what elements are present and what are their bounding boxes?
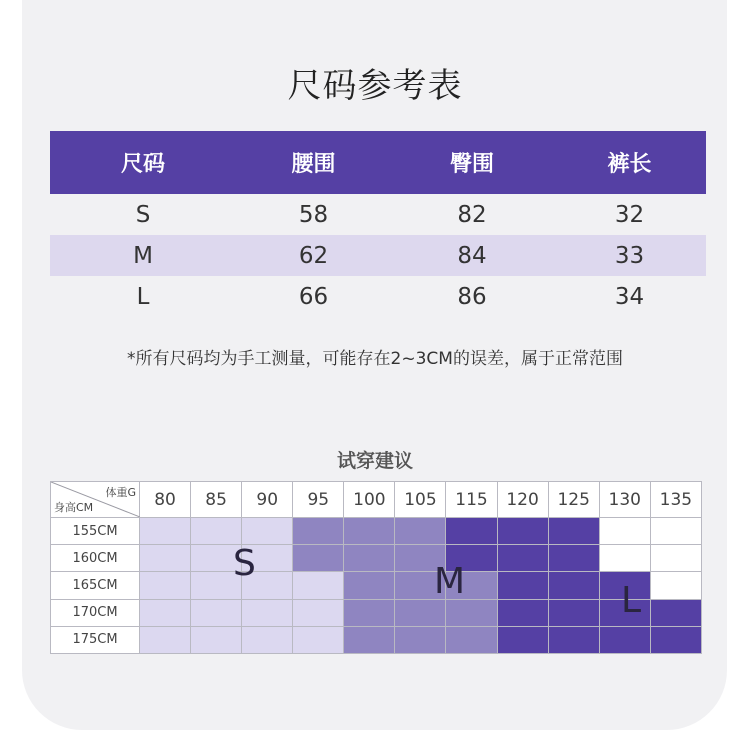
fit-cell	[548, 599, 599, 626]
fit-cell	[650, 545, 701, 572]
fit-cell	[446, 626, 497, 653]
fit-cell	[140, 545, 191, 572]
fit-cell	[497, 599, 548, 626]
fit-cell	[548, 626, 599, 653]
fit-cell	[497, 518, 548, 545]
fit-cell	[140, 599, 191, 626]
size-table-header	[50, 131, 706, 194]
height-label: 155CM	[51, 518, 140, 545]
fit-cell	[446, 518, 497, 545]
height-axis-label: 身高CM	[54, 501, 94, 514]
fit-cell	[344, 545, 395, 572]
fit-cell	[395, 626, 446, 653]
fit-cell	[242, 518, 293, 545]
zone-label-l: L	[621, 580, 642, 621]
fit-cell	[191, 518, 242, 545]
fit-cell	[599, 626, 650, 653]
fit-cell	[293, 626, 344, 653]
grid-corner	[51, 482, 140, 518]
fit-cell	[140, 572, 191, 599]
weight-header: 105	[395, 482, 446, 518]
header-waist: 腰围	[236, 131, 391, 194]
table-cell: 58	[298, 201, 329, 228]
table-cell: 66	[298, 283, 329, 310]
table-row	[50, 194, 706, 235]
table-cell: 34	[614, 283, 645, 310]
weight-header: 125	[548, 482, 599, 518]
fit-cell	[344, 626, 395, 653]
fit-cell	[140, 626, 191, 653]
weight-header: 80	[140, 482, 191, 518]
size-table	[50, 131, 706, 317]
fit-cell	[293, 545, 344, 572]
weight-axis-label: 体重G	[105, 486, 136, 499]
fit-cell	[548, 518, 599, 545]
fit-cell	[293, 518, 344, 545]
fit-cell	[140, 518, 191, 545]
weight-header: 120	[497, 482, 548, 518]
grid-row	[51, 599, 702, 626]
table-row	[50, 276, 706, 317]
table-cell: M	[50, 235, 236, 276]
table-cell: 62	[236, 235, 391, 276]
table-cell: 32	[614, 201, 645, 228]
fit-cell	[293, 599, 344, 626]
table-cell: 33	[553, 235, 706, 276]
weight-header: 135	[650, 482, 701, 518]
fit-cell	[650, 518, 701, 545]
page-title: 尺码参考表	[287, 66, 463, 106]
weight-header: 130	[599, 482, 650, 518]
weight-header: 85	[191, 482, 242, 518]
zone-label-m: M	[434, 561, 466, 602]
grid-row	[51, 518, 702, 545]
header-length: 裤长	[553, 131, 706, 194]
fit-cell	[446, 599, 497, 626]
fit-cell	[395, 599, 446, 626]
table-row	[50, 235, 706, 276]
height-label: 170CM	[51, 599, 140, 626]
table-cell: 84	[391, 235, 553, 276]
grid-header-row	[51, 482, 702, 518]
zone-label-s: S	[233, 543, 256, 584]
fit-suggestion-grid	[50, 481, 702, 654]
table-cell: 82	[457, 201, 487, 228]
measurement-note: *所有尺码均为手工测量，可能存在2~3CM的误差，属于正常范围	[127, 349, 623, 369]
fit-cell	[497, 545, 548, 572]
fit-cell	[650, 599, 701, 626]
fit-cell	[497, 626, 548, 653]
fit-cell	[548, 545, 599, 572]
header-size: 尺码	[50, 131, 236, 194]
weight-header: 100	[344, 482, 395, 518]
header-hip: 臀围	[391, 131, 553, 194]
fit-cell	[497, 572, 548, 599]
suggestion-title: 试穿建议	[336, 450, 413, 472]
fit-cell	[191, 626, 242, 653]
fit-cell	[293, 572, 344, 599]
fit-cell	[395, 518, 446, 545]
fit-cell	[599, 545, 650, 572]
table-cell: 86	[457, 283, 487, 310]
fit-cell	[599, 518, 650, 545]
fit-cell	[344, 572, 395, 599]
weight-header: 90	[242, 482, 293, 518]
fit-cell	[650, 572, 701, 599]
grid-row	[51, 545, 702, 572]
fit-cell	[191, 599, 242, 626]
table-cell: L	[136, 283, 150, 310]
fit-cell	[242, 599, 293, 626]
grid-row	[51, 572, 702, 599]
weight-header: 115	[446, 482, 497, 518]
fit-cell	[548, 572, 599, 599]
table-cell: S	[135, 201, 151, 228]
fit-cell	[344, 599, 395, 626]
height-label: 175CM	[51, 626, 140, 653]
height-label: 165CM	[51, 572, 140, 599]
height-label: 160CM	[51, 545, 140, 572]
grid-row	[51, 626, 702, 653]
fit-cell	[650, 626, 701, 653]
fit-cell	[242, 626, 293, 653]
fit-cell	[344, 518, 395, 545]
weight-header: 95	[293, 482, 344, 518]
